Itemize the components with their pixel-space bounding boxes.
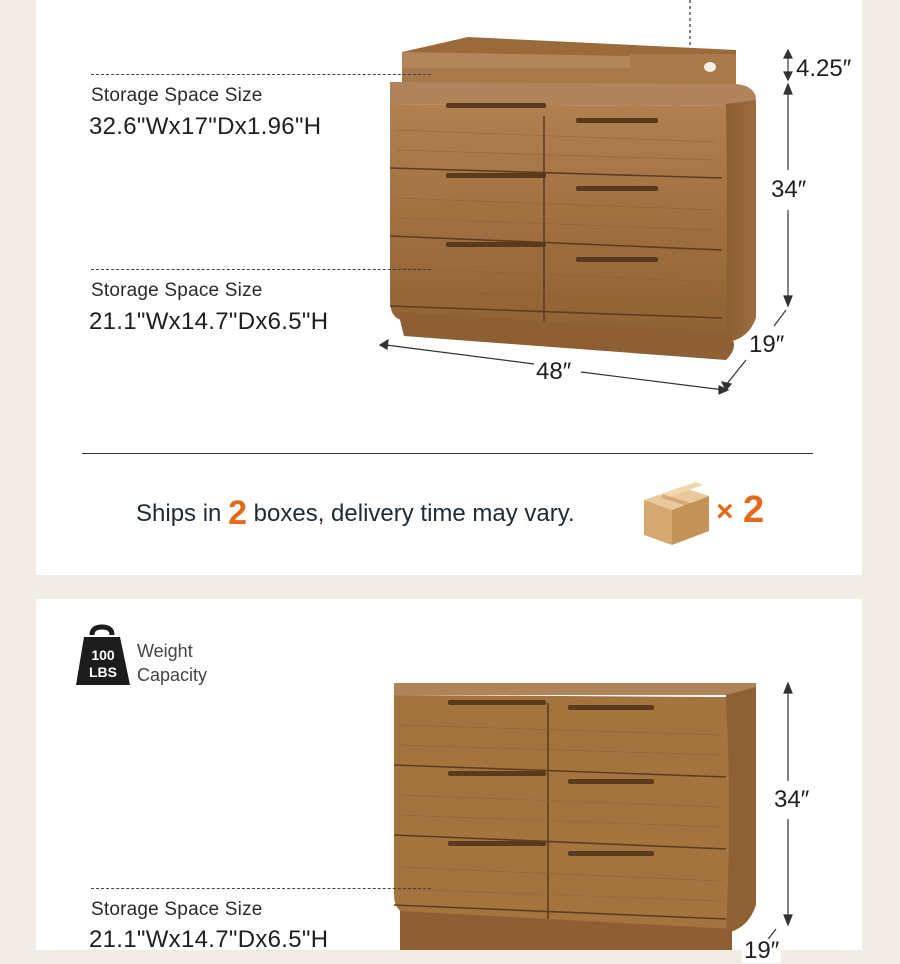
weight-title-line2: Capacity bbox=[137, 665, 208, 685]
weight-capacity-label bbox=[137, 639, 207, 687]
weight-icon bbox=[76, 627, 130, 685]
weight-title-line1: Weight bbox=[137, 641, 193, 661]
shipping-note bbox=[136, 494, 575, 533]
tray-storage-value: 32.6"Wx17"Dx1.96"H bbox=[89, 113, 322, 140]
depth-dimension: 19″ bbox=[749, 331, 785, 358]
tray-height-dimension: 4.25″ bbox=[796, 55, 852, 82]
shipping-text-after: boxes, delivery time may vary. bbox=[253, 500, 575, 527]
shipping-text-before: Ships in bbox=[136, 500, 222, 527]
bottom-dimensions-card bbox=[36, 599, 862, 964]
multiplier-symbol: × bbox=[716, 495, 734, 528]
width-dimension: 48″ bbox=[536, 358, 572, 385]
drawer-storage-label: Storage Space Size bbox=[91, 280, 263, 301]
height-dimension: 34″ bbox=[771, 176, 807, 203]
drawer-leader-line bbox=[91, 269, 431, 270]
shipping-box-count: 2 bbox=[228, 494, 247, 532]
multiplier-count: 2 bbox=[743, 489, 765, 531]
height-dimension-bottom: 34″ bbox=[774, 786, 810, 813]
top-dimensions-card bbox=[36, 0, 862, 575]
weight-badge-number: 100 bbox=[91, 647, 115, 663]
depth-dimension-bottom: 19″ bbox=[744, 937, 780, 964]
weight-badge-unit: LBS bbox=[89, 664, 117, 680]
drawer-storage-label-bottom: Storage Space Size bbox=[91, 899, 263, 920]
drawer-storage-value-bottom: 21.1"Wx14.7"Dx6.5"H bbox=[89, 926, 329, 953]
tray-storage-label: Storage Space Size bbox=[91, 85, 263, 106]
drawer-leader-line-bottom bbox=[91, 888, 431, 889]
tray-leader-line bbox=[91, 74, 431, 75]
section-divider bbox=[82, 453, 813, 454]
drawer-storage-value: 21.1"Wx14.7"Dx6.5"H bbox=[89, 308, 329, 335]
